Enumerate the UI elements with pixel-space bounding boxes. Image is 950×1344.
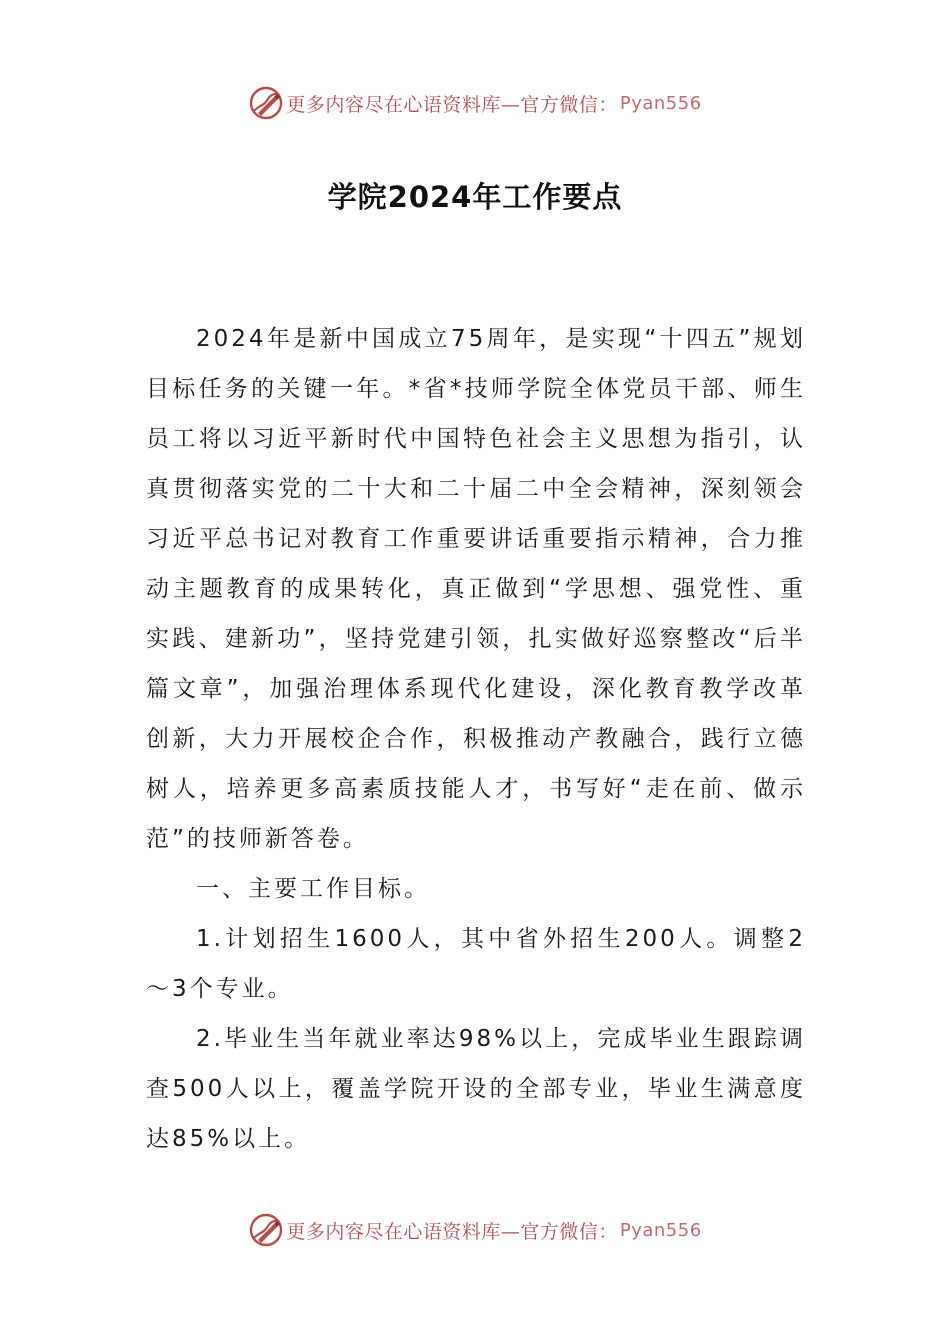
header-watermark [0, 83, 950, 123]
footer-watermark [0, 1210, 950, 1250]
pen-signature-icon [248, 1212, 284, 1248]
pen-signature-icon [248, 85, 284, 121]
intro-paragraph: 2024年是新中国成立75周年，是实现“十四五”规划目标任务的关键一年。*省*技师学院全体党员干部、师生员工将以习近平新时代中国特色社会主义思想为指引，认真贯彻落实党的二十大和二十届二中全会精神，深刻领会习近平总书记对教育工作重要讲话重要指示精神，合力推动主题教育的成果转化，真正做到“学思想、强党性、重实践、建新功”，坚持党建引领，扎实做好巡察整改“后半篇文章”，加强治理体系现代化建设，深化教育教学改革创新，大力开展校企合作，积极推动产教融合，践行立德树人，培养更多高素质技能人才，书写好“走在前、做示范”的技师新答卷。 [146, 326, 806, 852]
goal-item-1: 1.计划招生1600人，其中省外招生200人。调整2～3个专业。 [146, 926, 806, 1002]
section-heading: 一、主要工作目标。 [196, 876, 430, 902]
watermark-text: 更多内容尽在心语资料库—官方微信： [286, 1220, 618, 1243]
document-title: 学院2024年工作要点 [327, 180, 623, 214]
watermark-text: 更多内容尽在心语资料库—官方微信： [286, 93, 618, 116]
goal-item-2: 2.毕业生当年就业率达98%以上，完成毕业生跟踪调查500人以上，覆盖学院开设的全部专业，毕业生满意度达85%以上。 [146, 1026, 806, 1152]
document-body [146, 314, 806, 1164]
watermark-wechat-id: Pyan556 [619, 92, 702, 114]
watermark-wechat-id: Pyan556 [619, 1219, 702, 1241]
